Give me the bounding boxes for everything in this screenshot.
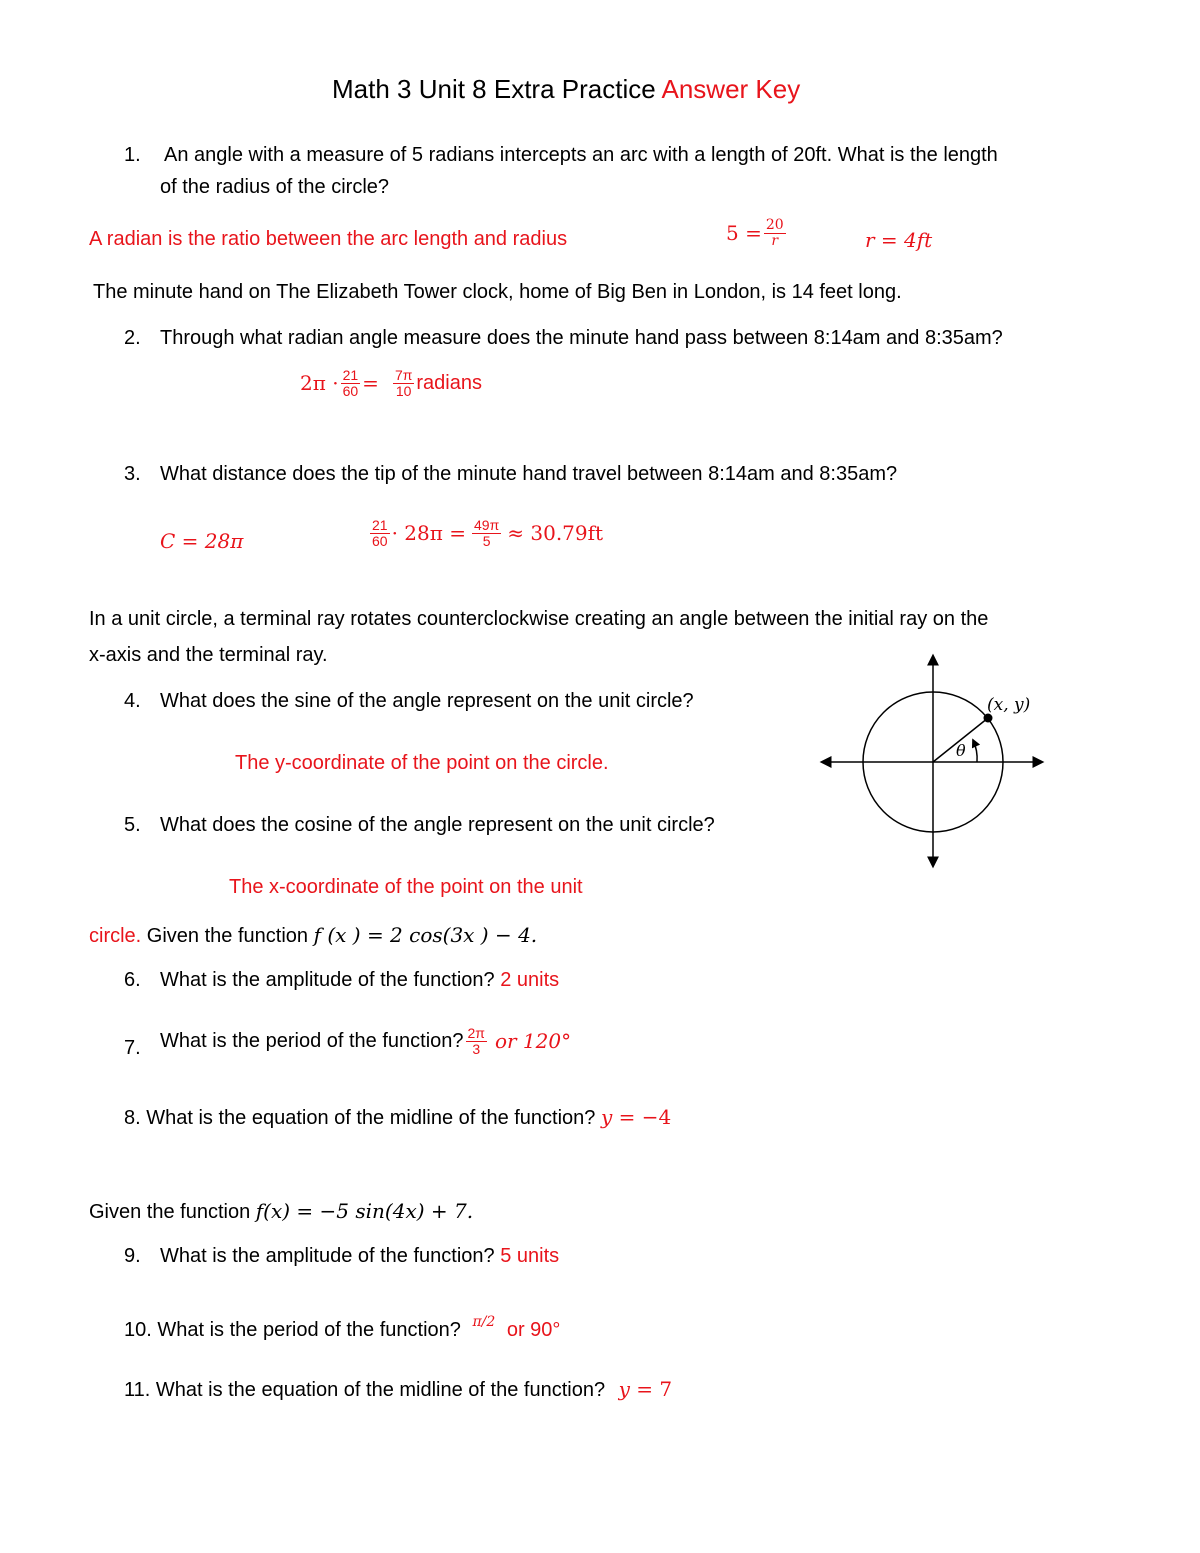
q1-eq1-denominator: r bbox=[771, 232, 779, 249]
q5-number: 5. bbox=[124, 814, 141, 836]
page-title bbox=[332, 74, 800, 105]
q8-line bbox=[124, 1105, 671, 1130]
q7-ans-num: 2π bbox=[467, 1025, 485, 1041]
q3-ans-end: ≈ 30.79ft bbox=[507, 521, 604, 546]
q2-ans-den2: 10 bbox=[395, 382, 412, 399]
q4-number: 4. bbox=[124, 690, 141, 712]
q3-ans-fraction-2 bbox=[472, 518, 501, 548]
title-main: Math 3 Unit 8 Extra Practice bbox=[332, 74, 656, 104]
q3-ans-den2: 5 bbox=[482, 532, 491, 549]
angle-arc bbox=[973, 740, 977, 762]
q2-answer bbox=[300, 368, 482, 398]
q11-line bbox=[124, 1377, 672, 1402]
given1-function: f (x ) = 2 cos(3x ) − 4. bbox=[313, 923, 538, 947]
q1-eq1-lhs: 5 = bbox=[726, 221, 762, 246]
q11-text: What is the equation of the midline of the function? bbox=[155, 1379, 606, 1401]
q3-ans-den1: 60 bbox=[372, 532, 388, 549]
q11-ans-var: y bbox=[618, 1377, 630, 1401]
q10-line bbox=[124, 1314, 560, 1342]
q7-text: What is the period of the function? bbox=[160, 1029, 464, 1052]
q7-ans-fraction bbox=[466, 1026, 487, 1056]
q10-ans-rest: or 90° bbox=[506, 1319, 561, 1341]
q7-line bbox=[160, 1026, 571, 1056]
q2-ans-den1: 60 bbox=[342, 382, 359, 399]
given2-prefix: Given the function bbox=[89, 1201, 251, 1223]
q3-ans-circumference: C = 28π bbox=[160, 529, 244, 553]
q1-answer-text: A radian is the ratio between the arc length and radius bbox=[89, 228, 568, 250]
q2-ans-fraction-1 bbox=[341, 368, 361, 398]
intro-unit-circle-line2: x-axis and the terminal ray. bbox=[89, 644, 328, 666]
q1-eq1-fraction bbox=[764, 218, 786, 248]
q8-ans-var: y bbox=[600, 1105, 613, 1129]
q8-number: 8. bbox=[124, 1107, 141, 1129]
q2-ans-unit: radians bbox=[416, 371, 482, 394]
q6-line bbox=[160, 969, 559, 992]
q9-text: What is the amplitude of the function? bbox=[160, 1245, 495, 1267]
q9-line bbox=[160, 1245, 559, 1268]
q1-equation-2: r = 4ft bbox=[865, 228, 933, 252]
given2-function: f(x) = −5 sin(4x) + 7. bbox=[255, 1199, 474, 1223]
q4-text: What does the sine of the angle represent on the unit circle? bbox=[160, 690, 694, 712]
q2-ans-num1: 21 bbox=[342, 367, 359, 383]
q10-ans-sup: π/2 bbox=[472, 1314, 496, 1330]
q8-ans-rest: = −4 bbox=[612, 1105, 672, 1129]
q11-ans-rest: = 7 bbox=[629, 1377, 673, 1401]
q1-eq1-numerator: 20 bbox=[765, 217, 784, 233]
angle-label: θ bbox=[956, 741, 966, 760]
q2-text: Through what radian angle measure does the minute hand pass between 8:14am and 8:35am? bbox=[160, 327, 1003, 349]
given-function-2-line bbox=[89, 1199, 473, 1224]
point-label: (x, y) bbox=[987, 695, 1031, 715]
q2-ans-eq: = bbox=[362, 371, 379, 396]
given-function-1-line bbox=[89, 923, 537, 948]
q7-ans-den: 3 bbox=[472, 1040, 481, 1057]
q3-ans-mid: · 28π = bbox=[391, 521, 467, 546]
q2-ans-num2: 7π bbox=[394, 367, 413, 383]
q8-text: What is the equation of the midline of the function? bbox=[146, 1107, 596, 1129]
q1-number: 1. bbox=[124, 144, 141, 166]
q3-ans-num2: 49π bbox=[474, 517, 500, 533]
q6-text: What is the amplitude of the function? bbox=[160, 969, 495, 991]
q7-number: 7. bbox=[124, 1037, 141, 1059]
title-answer-key: Answer Key bbox=[661, 74, 801, 104]
q5-answer-line2: circle. bbox=[89, 925, 142, 947]
q1-text-line2: of the radius of the circle? bbox=[160, 176, 390, 198]
unit-circle-diagram bbox=[812, 648, 1052, 873]
q1-text-line1: An angle with a measure of 5 radians intercepts an arc with a length of 20ft. What is the length bbox=[164, 144, 998, 166]
q4-answer: The y-coordinate of the point on the circle. bbox=[235, 752, 609, 774]
q5-answer-line1: The x-coordinate of the point on the unit bbox=[229, 876, 583, 898]
q11-number: 11. bbox=[124, 1379, 151, 1401]
q7-ans-rest: or 120° bbox=[494, 1029, 572, 1054]
q1-equation-1 bbox=[726, 218, 788, 248]
q10-text: What is the period of the function? bbox=[157, 1319, 461, 1341]
q10-number: 10. bbox=[124, 1319, 152, 1341]
intro-minute-hand: The minute hand on The Elizabeth Tower clock, home of Big Ben in London, is 14 feet long. bbox=[93, 281, 902, 303]
q2-ans-fraction-2 bbox=[393, 368, 414, 398]
q6-answer: 2 units bbox=[500, 969, 560, 991]
q3-ans-num1: 21 bbox=[372, 517, 388, 533]
q3-answer bbox=[368, 518, 603, 548]
q5-text: What does the cosine of the angle represent on the unit circle? bbox=[160, 814, 715, 836]
q6-number: 6. bbox=[124, 969, 141, 991]
q9-answer: 5 units bbox=[500, 1245, 560, 1267]
q3-number: 3. bbox=[124, 463, 141, 485]
intro-unit-circle-line1: In a unit circle, a terminal ray rotates counterclockwise creating an angle between the initial ray on the bbox=[89, 608, 989, 630]
q3-text: What distance does the tip of the minute hand travel between 8:14am and 8:35am? bbox=[160, 463, 898, 485]
q9-number: 9. bbox=[124, 1245, 141, 1267]
q3-ans-fraction-1 bbox=[370, 518, 390, 548]
given1-prefix: Given the function bbox=[146, 925, 309, 947]
q2-ans-prefix: 2π · bbox=[300, 371, 339, 396]
q2-number: 2. bbox=[124, 327, 141, 349]
